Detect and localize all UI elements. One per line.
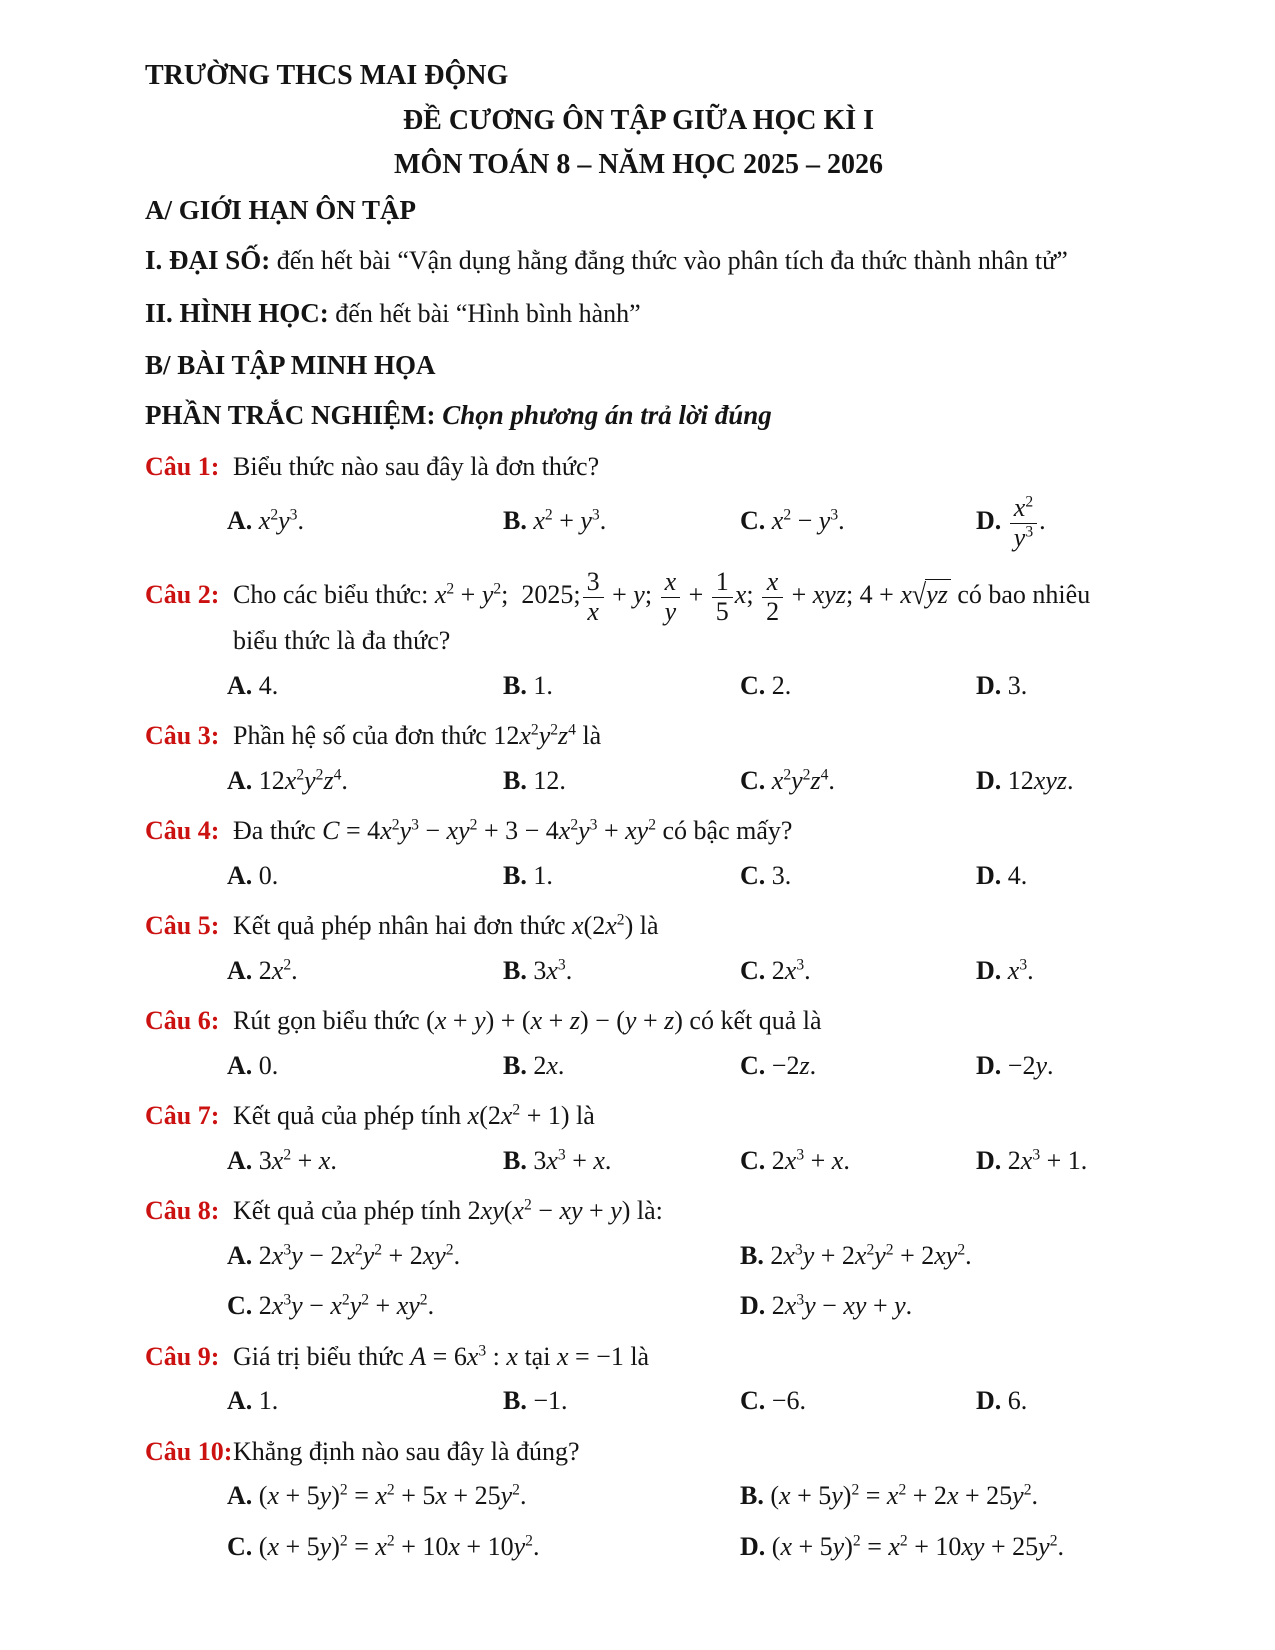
- option-value: 6.: [1007, 1386, 1028, 1416]
- quiz-instruction: Chọn phương án trả lời đúng: [442, 400, 772, 430]
- question-9-options: [145, 1385, 1132, 1418]
- option-b: [503, 505, 740, 538]
- option-letter: C.: [740, 955, 772, 985]
- option-b: [503, 765, 740, 798]
- option-value: $x^3$.: [1007, 955, 1034, 985]
- option-c: [227, 1290, 740, 1323]
- option-b: [503, 955, 740, 988]
- option-c: [740, 860, 976, 893]
- question-10: [145, 1436, 1132, 1564]
- question-6-head: [145, 1005, 1132, 1038]
- option-a: [227, 1145, 503, 1178]
- question-6-options: [145, 1050, 1132, 1083]
- option-value: 1.: [533, 860, 553, 890]
- question-text: Giá trị biểu thức $A = 6x^3$ : x tại x = −1 là: [233, 1341, 650, 1371]
- algebra-text: đến hết bài “Vận dụng hằng đẳng thức vào phân tích đa thức thành nhân tử”: [270, 245, 1068, 275]
- question-text: Khẳng định nào sau đây là đúng?: [233, 1436, 580, 1466]
- option-letter: C.: [740, 1145, 772, 1175]
- option-letter: C.: [227, 1291, 259, 1321]
- option-d: [976, 1385, 1132, 1418]
- option-a: [227, 1240, 740, 1273]
- option-d: [976, 955, 1132, 988]
- geometry-label: II. HÌNH HỌC:: [145, 297, 329, 328]
- option-value: 4.: [258, 670, 279, 700]
- option-letter: C.: [740, 506, 772, 536]
- option-b: [503, 1050, 740, 1083]
- option-value: $(x + 5y)^2 = x^2 + 10x + 10y^2$.: [258, 1531, 540, 1561]
- option-c: [740, 1050, 976, 1083]
- option-value: 3.: [771, 860, 792, 890]
- option-letter: B.: [503, 955, 534, 985]
- option-value: 12xyz.: [1007, 765, 1074, 795]
- option-letter: A.: [227, 1240, 259, 1270]
- option-d: [976, 1050, 1132, 1083]
- option-c: [740, 670, 976, 703]
- option-c: [740, 505, 976, 538]
- option-value: $(x + 5y)^2 = x^2 + 5x + 25y^2$.: [258, 1481, 527, 1511]
- option-letter: A.: [227, 860, 259, 890]
- question-10-head: [145, 1436, 1132, 1469]
- question-3-head: [145, 720, 1132, 753]
- option-b: [503, 1145, 740, 1178]
- question-4-options: [145, 860, 1132, 893]
- option-letter: B.: [503, 1386, 534, 1416]
- algebra-scope-line: [145, 244, 1132, 278]
- question-9: [145, 1341, 1132, 1418]
- option-value: $2x^3y - x^2y^2 + xy^2$.: [258, 1291, 435, 1321]
- question-10-options: [145, 1480, 1132, 1563]
- quiz-section-heading: [145, 399, 1132, 433]
- question-7-head: [145, 1100, 1132, 1133]
- option-a: [227, 505, 503, 538]
- question-8-options: [145, 1240, 1132, 1323]
- option-letter: D.: [976, 955, 1008, 985]
- option-value: $(x + 5y)^2 = x^2 + 2x + 25y^2$.: [770, 1481, 1038, 1511]
- option-value: $x^2y^3$.: [258, 506, 304, 536]
- option-letter: D.: [976, 1050, 1008, 1080]
- question-3: [145, 720, 1132, 797]
- option-a: [227, 765, 503, 798]
- option-value: $2x^3y - 2x^2y^2 + 2xy^2$.: [258, 1240, 461, 1270]
- option-value: $2x^3$.: [771, 955, 811, 985]
- option-a: [227, 1385, 503, 1418]
- question-5: [145, 910, 1132, 987]
- option-value: 12.: [533, 765, 566, 795]
- option-value: −6.: [771, 1386, 806, 1416]
- option-letter: D.: [740, 1291, 772, 1321]
- option-value: $x^2 + y^3$.: [533, 506, 607, 536]
- question-4-head: [145, 815, 1132, 848]
- option-letter: A.: [227, 955, 259, 985]
- question-text: Biểu thức nào sau đây là đơn thức?: [233, 451, 600, 481]
- question-label: Câu 6:: [145, 1006, 220, 1036]
- option-value: −2z.: [771, 1050, 817, 1080]
- question-label: Câu 1:: [145, 451, 220, 481]
- question-label: Câu 2:: [145, 580, 220, 610]
- option-letter: D.: [976, 670, 1008, 700]
- question-8-head: [145, 1195, 1132, 1228]
- option-letter: B.: [503, 1145, 534, 1175]
- option-value: 2.: [771, 670, 792, 700]
- geometry-text: đến hết bài “Hình bình hành”: [328, 298, 641, 328]
- option-c: [740, 1145, 976, 1178]
- option-b: [503, 860, 740, 893]
- option-c: [740, 955, 976, 988]
- algebra-label: I. ĐẠI SỐ:: [145, 244, 271, 275]
- doc-title-line2: MÔN TOÁN 8 – NĂM HỌC 2025 – 2026: [394, 149, 883, 180]
- question-label: Câu 10:: [145, 1436, 233, 1466]
- option-letter: D.: [976, 860, 1008, 890]
- option-letter: B.: [503, 765, 534, 795]
- option-value: 2x.: [533, 1050, 565, 1080]
- question-text: Rút gọn biểu thức (x + y) + (x + z) − (y + z) có kết quả là: [233, 1006, 822, 1036]
- option-d: [976, 860, 1132, 893]
- question-label: Câu 5:: [145, 911, 220, 941]
- question-label: Câu 4:: [145, 816, 220, 846]
- option-letter: B.: [740, 1481, 771, 1511]
- question-7-options: [145, 1145, 1132, 1178]
- question-4: [145, 815, 1132, 892]
- question-2: [145, 569, 1132, 702]
- option-a: [227, 955, 503, 988]
- option-value: $x^2y^2z^4$.: [771, 765, 835, 795]
- question-label: Câu 7:: [145, 1101, 220, 1131]
- option-letter: C.: [740, 670, 772, 700]
- question-2-options: [145, 670, 1132, 703]
- question-1-head: [145, 451, 1132, 484]
- option-letter: B.: [503, 1050, 534, 1080]
- option-value: $2x^3y + 2x^2y^2 + 2xy^2$.: [770, 1240, 972, 1270]
- option-value: −2y.: [1007, 1050, 1054, 1080]
- option-letter: B.: [740, 1240, 771, 1270]
- option-value: $3x^3$.: [533, 955, 573, 985]
- option-value: $2x^2$.: [258, 955, 298, 985]
- option-letter: B.: [503, 506, 534, 536]
- option-value: $12x^2y^2z^4$.: [258, 765, 348, 795]
- option-value: $2x^3y$ − xy + y.: [771, 1291, 913, 1321]
- question-text: Kết quả phép nhân hai đơn thức $x(2x^2)$ là: [233, 911, 659, 941]
- option-d: [976, 670, 1132, 703]
- option-value: 1.: [533, 670, 553, 700]
- option-value: 3.: [1007, 670, 1028, 700]
- option-a: [227, 860, 503, 893]
- option-letter: A.: [227, 1050, 259, 1080]
- question-7: [145, 1100, 1132, 1177]
- option-b: [503, 670, 740, 703]
- option-letter: D.: [976, 506, 1008, 536]
- option-value: 1.: [258, 1386, 279, 1416]
- option-c: [740, 765, 976, 798]
- option-value: $3x^3 + x$.: [533, 1145, 612, 1175]
- option-letter: A.: [227, 1481, 259, 1511]
- option-b: [740, 1240, 1132, 1273]
- question-8: [145, 1195, 1132, 1323]
- option-value: $2x^3 + 1$.: [1007, 1145, 1088, 1175]
- option-c: [740, 1385, 976, 1418]
- option-d: [976, 1145, 1132, 1178]
- option-d: [740, 1290, 1132, 1323]
- question-text: Kết quả của phép tính $x(2x^2 + 1)$ là: [233, 1101, 595, 1131]
- option-b: [740, 1480, 1132, 1513]
- option-value: −1.: [533, 1386, 568, 1416]
- question-9-head: [145, 1341, 1132, 1374]
- option-d: [976, 495, 1132, 551]
- question-5-head: [145, 910, 1132, 943]
- question-1-options: [145, 495, 1132, 551]
- option-letter: C.: [740, 1386, 772, 1416]
- option-a: [227, 1050, 503, 1083]
- option-value: 0.: [258, 1050, 279, 1080]
- option-letter: A.: [227, 1386, 259, 1416]
- question-1: [145, 451, 1132, 552]
- question-label: Câu 3:: [145, 721, 220, 751]
- questions-container: [145, 451, 1132, 1564]
- option-letter: D.: [740, 1531, 772, 1561]
- option-letter: D.: [976, 1145, 1008, 1175]
- option-a: [227, 670, 503, 703]
- option-letter: C.: [740, 860, 772, 890]
- option-letter: B.: [503, 670, 534, 700]
- question-label: Câu 8:: [145, 1196, 220, 1226]
- doc-title-line1: ĐỀ CƯƠNG ÔN TẬP GIỮA HỌC KÌ I: [402, 105, 875, 136]
- section-a-heading: A/ GIỚI HẠN ÔN TẬP: [145, 195, 417, 225]
- option-letter: D.: [976, 765, 1008, 795]
- option-value: $3x^2 + x$.: [258, 1145, 337, 1175]
- option-letter: D.: [976, 1386, 1008, 1416]
- geometry-scope-line: [145, 297, 1132, 331]
- question-label: Câu 9:: [145, 1341, 220, 1371]
- option-letter: C.: [740, 765, 772, 795]
- question-text: Kết quả của phép tính $2xy(x^2$ − xy + y) là:: [233, 1196, 663, 1226]
- option-value: 4.: [1007, 860, 1028, 890]
- option-value: $\frac{x^2}{y^3}$ .: [1008, 506, 1046, 535]
- question-text: Đa thức $C = 4x^2y^3 - xy^2 + 3 - 4x^2y^3 + xy^2$ có bậc mấy?: [233, 816, 793, 846]
- option-d: [976, 765, 1132, 798]
- option-c: [227, 1531, 740, 1564]
- question-text: Phần hệ số của đơn thức $12x^2y^2z^4$ là: [233, 721, 602, 751]
- option-letter: A.: [227, 506, 259, 536]
- option-b: [503, 1385, 740, 1418]
- option-d: [740, 1531, 1132, 1564]
- option-letter: B.: [503, 860, 534, 890]
- question-5-options: [145, 955, 1132, 988]
- option-letter: C.: [227, 1531, 259, 1561]
- question-text: Cho các biểu thức: $x^2 + y^2$; 2025; $\frac{3}{x}$ + y; $\frac{x}{y}$ + $\frac{1}{5}$ x; $\frac{x}{2}$ + xyz; 4 + x√yz có bao nhiêu biểu thức là đa thức?: [233, 567, 1091, 656]
- option-value: $x^2 - y^3$.: [771, 506, 845, 536]
- option-letter: A.: [227, 1145, 259, 1175]
- option-letter: A.: [227, 765, 259, 795]
- option-letter: C.: [740, 1050, 772, 1080]
- section-b-heading: B/ BÀI TẬP MINH HỌA: [145, 350, 436, 381]
- school-name: TRƯỜNG THCS MAI ĐỘNG: [145, 60, 509, 91]
- question-6: [145, 1005, 1132, 1082]
- option-value: $(x + 5y)^2 = x^2 + 10xy + 25y^2$.: [771, 1531, 1064, 1561]
- option-value: $2x^3 + x$.: [771, 1145, 850, 1175]
- option-letter: A.: [227, 670, 259, 700]
- quiz-label: PHẦN TRẮC NGHIỆM:: [145, 400, 443, 430]
- question-3-options: [145, 765, 1132, 798]
- option-a: [227, 1480, 740, 1513]
- option-value: 0.: [258, 860, 279, 890]
- question-2-head: [145, 569, 1132, 658]
